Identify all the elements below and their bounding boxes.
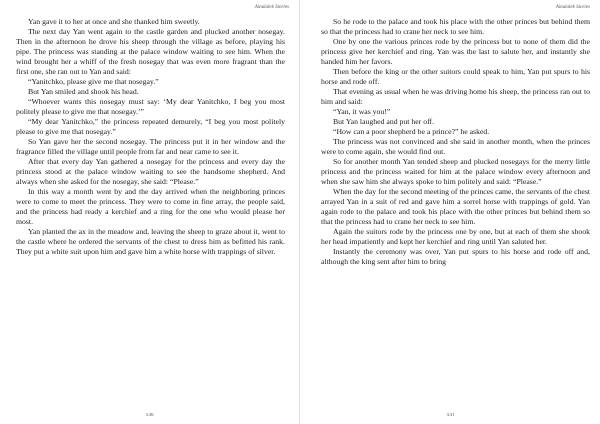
- page-number: 3.31: [446, 412, 455, 417]
- running-head: Ainulalek Stories: [254, 5, 289, 10]
- paragraph: “How can a poor shepherd be a prince?” he asked.: [333, 127, 490, 136]
- paragraph: One by one the various princes rode by the princess but to none of them did the princess give her kerchief and ring. Yan was the last to salute her, and instantly she handed him her favors.: [321, 37, 590, 66]
- paragraph: So he rode to the palace and took his place with the other princes but behind them so that the princess had to crane her neck to see him.: [321, 17, 590, 36]
- page-number: 3.36: [145, 412, 154, 417]
- paragraph: Yan gave it to her at once and she thanked him sweetly.: [28, 17, 200, 26]
- page-text: [321, 17, 590, 267]
- paragraph: After that every day Yan gathered a nosegay for the princess and every day the princess stood at the palace window waiting to see the handsome shepherd. And always when she asked for the nosegay, she said: “Please.”: [16, 157, 285, 186]
- paragraph: Then before the king or the other suitors could speak to him, Yan put spurs to his horse and rode off.: [321, 67, 590, 86]
- right-page: [301, 0, 600, 424]
- paragraph: But Yan laughed and put her off.: [333, 117, 435, 126]
- page-text: [16, 17, 285, 257]
- paragraph: “Yan, it was you!”: [333, 107, 391, 116]
- paragraph: The next day Yan went again to the castle garden and plucked another nosegay. Then in the afternoon he drove his sheep through the village as before, playing his pipe. The princess was standing at the palace window waiting to see him. When the wind brought her a whiff of the fresh nosegay that was even more fragrant than the first one, she ran out to Yan and said:: [16, 27, 285, 76]
- paragraph: That evening as usual when he was driving home his sheep, the princess ran out to him and said:: [321, 87, 590, 106]
- paragraph: Again the suitors rode by the princess one by one, but at each of them she shook her head impatiently and kept her kerchief and ring until Yan saluted her.: [321, 227, 590, 246]
- paragraph: “My dear Yanitchko,” the princess repeated demurely, “I beg you most politely please to give me that nosegay.”: [16, 117, 285, 136]
- running-head: Ainulalek Stories: [555, 5, 590, 10]
- paragraph: But Yan smiled and shook his head.: [28, 87, 139, 96]
- paragraph: “Yanitchko, please give me that nosegay.”: [28, 77, 159, 86]
- paragraph: So for another month Yan tended sheep and plucked nosegays for the merry little princess and the princess waited for him at the palace window every afternoon and when she saw him she always spoke to him politely and said: “Please.”: [321, 157, 590, 186]
- paragraph: Yan planted the ax in the meadow and, leaving the sheep to graze about it, went to the castle where he ordered the servants of the chest to dress him as befitted his rank. They put a white suit upon him and gave him a white horse with trappings of silver.: [16, 227, 285, 256]
- paragraph: So Yan gave her the second nosegay. The princess put it in her window and the fragrance filled the village until people from far and near came to see it.: [16, 137, 285, 156]
- paragraph: Instantly the ceremony was over, Yan put spurs to his horse and rode off and, although the king sent after him to bring: [321, 247, 590, 266]
- paragraph: When the day for the second meeting of the princes came, the servants of the chest arrayed Yan in a suit of red and gave him a sorrel horse with trappings of gold. Yan again rode to the palace and took his place with the other princes but behind them so that the princess had to crane her neck to see him.: [321, 187, 590, 226]
- paragraph: The princess was not convinced and she said in another month, when the princes were to come again, she would find out.: [321, 137, 590, 156]
- paragraph: “Whoever wants this nosegay must say: ‘My dear Yanitchko, I beg you most politely please to give me that nosegay.’”: [16, 97, 285, 116]
- paragraph: In this way a month went by and the day arrived when the neighboring princes were to come to meet the princess. They were to come in fine array, the people said, and the princess had ready a kerchief and a ring for the one who would please her most.: [16, 187, 285, 226]
